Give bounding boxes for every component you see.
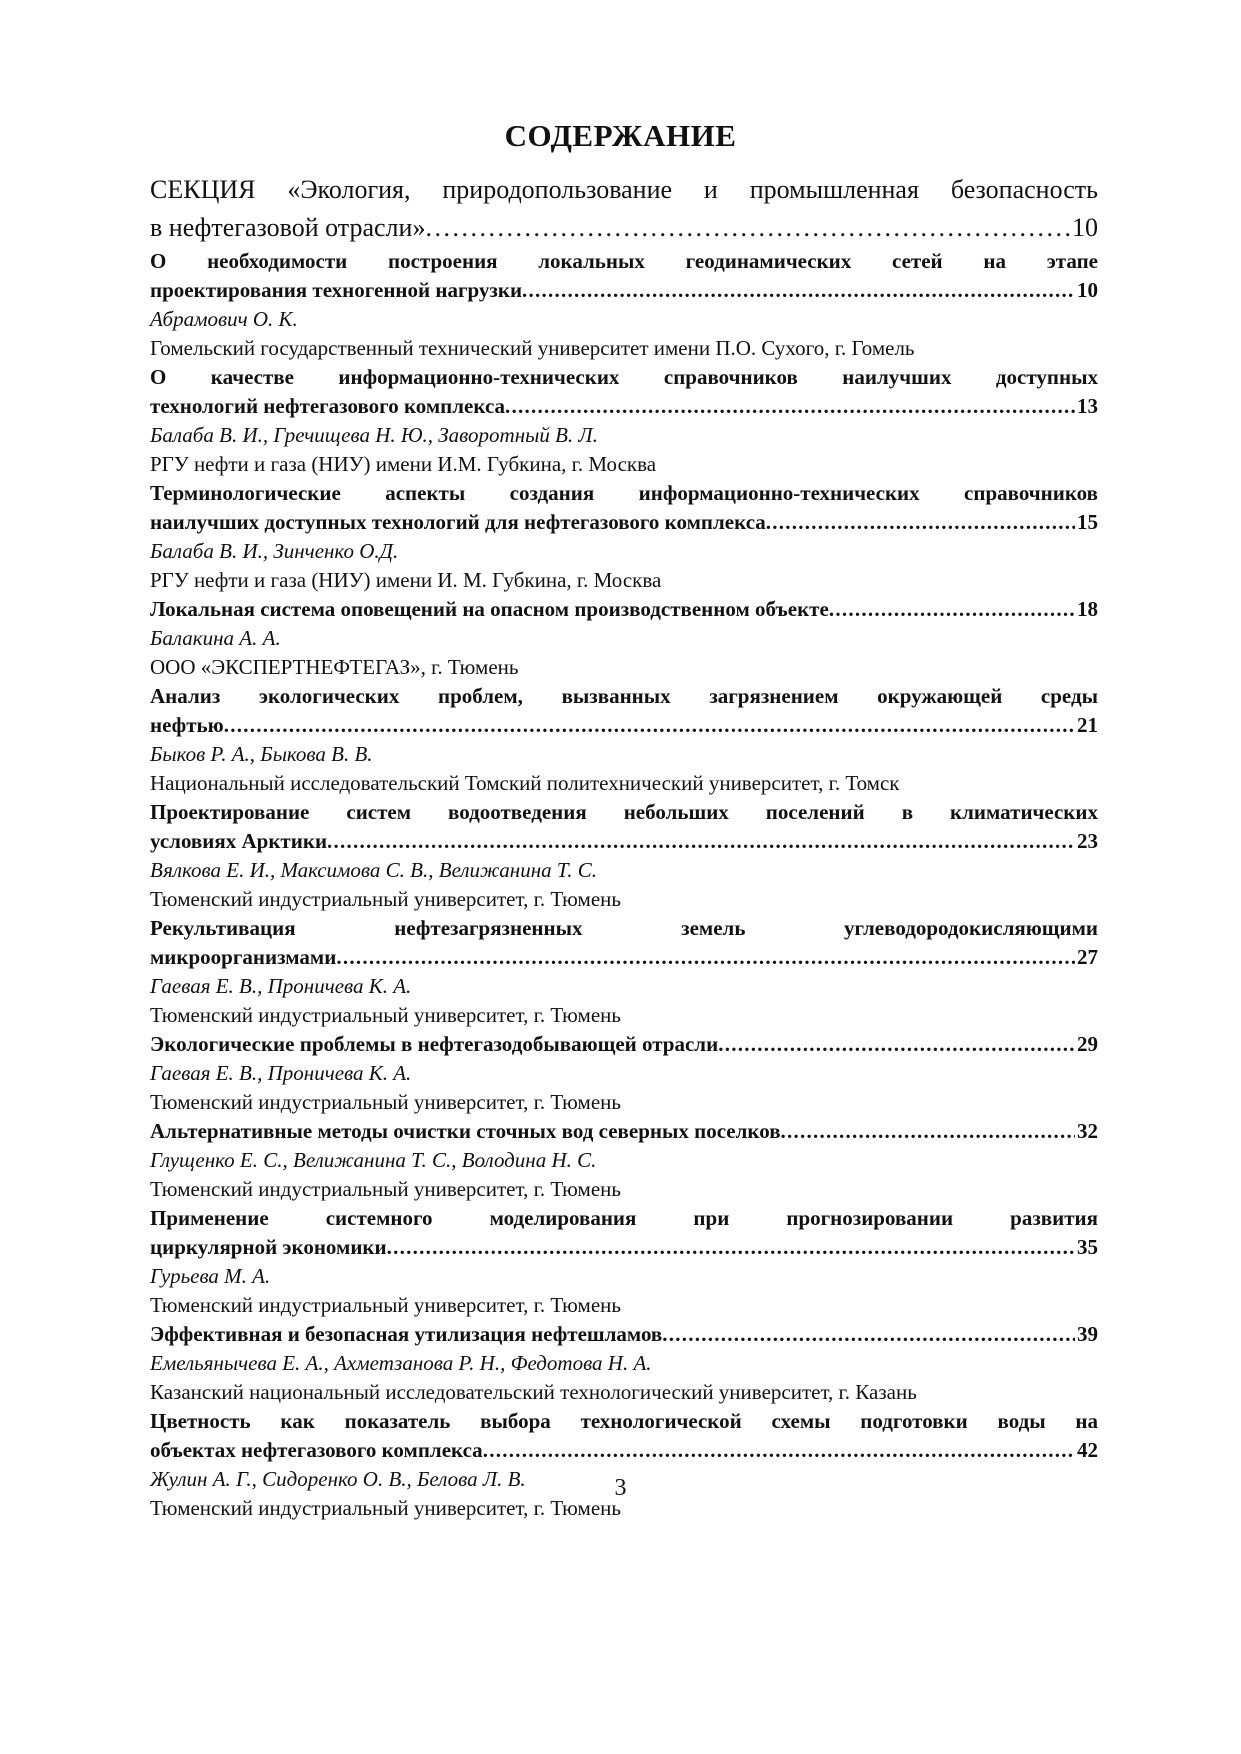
entry-authors: Емельянычева Е. А., Ахметзанова Р. Н., Федотова Н. А. [150,1351,652,1375]
entry-title [150,1204,1098,1262]
entry-title [150,595,1098,624]
entry-title-last-line: Экологические проблемы в нефтегазодобывающей отрасли [150,1032,719,1056]
entry-title-last-line: микроорганизмами [150,945,337,969]
entry-title-line: Применение системного моделирования при прогнозировании развития [150,1206,1098,1230]
section-title-last-line: в нефтегазовой отрасли» [150,213,426,242]
entry-page-number: 23 [1077,829,1098,853]
entry-title-leader-line [150,392,1098,421]
entry-page-number: 39 [1077,1322,1098,1346]
entry-title-leader-line [150,711,1098,740]
entry-affiliation: Тюменский индустриальный университет, г. Тюмень [150,1293,621,1317]
dot-leader [505,392,1075,421]
entry-affiliation: Тюменский индустриальный университет, г. Тюмень [150,1090,621,1114]
dot-leader [224,711,1075,740]
entry-title-line: О качестве информационно-технических справочников наилучших доступных [150,365,1098,389]
entry-title-last-line: Эффективная и безопасная утилизация нефтешламов [150,1322,663,1346]
entry-affiliation: РГУ нефти и газа (НИУ) имени И.М. Губкина, г. Москва [150,452,657,476]
entry-authors: Балакина А. А. [150,626,281,650]
entry-title-last-line: технологий нефтегазового комплекса [150,394,506,418]
entry-title-last-line: Альтернативные методы очистки сточных вод северных поселков [150,1119,781,1143]
entry-affiliation: РГУ нефти и газа (НИУ) имени И. М. Губкина, г. Москва [150,568,662,592]
entry-title-line: Анализ экологических проблем, вызванных загрязнением окружающей среды [150,684,1098,708]
section-page-number: 10 [1072,213,1098,242]
entry-page-number: 32 [1077,1119,1098,1143]
entry-page-number: 35 [1077,1235,1098,1259]
entry-title-last-line: наилучших доступных технологий для нефтегазового комплекса [150,510,766,534]
toc-entry[interactable] [150,1204,1098,1320]
entry-page-number: 13 [1077,394,1098,418]
entry-authors: Гаевая Е. В., Проничева К. А. [150,1061,412,1085]
entry-affiliation: Тюменский индустриальный университет, г. Тюмень [150,1003,621,1027]
dot-leader [425,209,1070,247]
entry-affiliation: Тюменский индустриальный университет, г. Тюмень [150,1496,621,1520]
entry-title-leader-line [150,943,1098,972]
entry-authors: Балаба В. И., Гречищева Н. Ю., Заворотный В. Л. [150,423,598,447]
dot-leader [336,943,1075,972]
entry-page-number: 10 [1077,278,1098,302]
entry-title-line: Терминологические аспекты создания информационно-технических справочников [150,481,1098,505]
entry-page-number: 27 [1077,945,1098,969]
toc-entry[interactable] [150,595,1098,682]
entry-affiliation: ООО «ЭКСПЕРТНЕФТЕГАЗ», г. Тюмень [150,655,519,679]
dot-leader [662,1320,1075,1349]
section-title-leader-line [150,209,1098,247]
entry-authors: Глущенко Е. С., Велижанина Т. С., Володина Н. С. [150,1148,597,1172]
entry-authors: Гурьева М. А. [150,1264,271,1288]
toc-entries [150,247,1098,1523]
entry-title-line: О необходимости построения локальных геодинамических сетей на этапе [150,249,1098,273]
dot-leader [829,595,1075,624]
dot-leader [387,1233,1075,1262]
entry-authors: Гаевая Е. В., Проничева К. А. [150,974,412,998]
entry-title-leader-line [150,1030,1098,1059]
dot-leader [483,1436,1075,1465]
entry-authors: Вялкова Е. И., Максимова С. В., Велижанина Т. С. [150,858,597,882]
entry-title-line: Проектирование систем водоотведения небольших поселений в климатических [150,800,1098,824]
dot-leader [522,276,1075,305]
entry-title [150,682,1098,740]
entry-title-line: Рекультивация нефтезагрязненных земель углеводородокисляющими [150,916,1098,940]
toc-entry[interactable] [150,1117,1098,1204]
entry-title-last-line: объектах нефтегазового комплекса [150,1438,483,1462]
entry-title-last-line: проектирования техногенной нагрузки [150,278,523,302]
entry-affiliation: Тюменский индустриальный университет, г. Тюмень [150,1177,621,1201]
toc-entry[interactable] [150,479,1098,595]
entry-title-last-line: условиях Арктики [150,829,328,853]
entry-title [150,798,1098,856]
entry-affiliation: Национальный исследовательский Томский политехнический университет, г. Томск [150,771,900,795]
entry-title-leader-line [150,595,1098,624]
page-title: СОДЕРЖАНИЕ [504,118,737,153]
entry-affiliation: Тюменский индустриальный университет, г. Тюмень [150,887,621,911]
entry-authors: Быков Р. А., Быкова В. В. [150,742,373,766]
page-number: 3 [614,1475,627,1501]
entry-title [150,363,1098,421]
entry-authors: Абрамович О. К. [150,307,298,331]
entry-title-last-line: нефтью [150,713,224,737]
entry-authors: Жулин А. Г., Сидоренко О. В., Белова Л. В. [150,1467,526,1491]
entry-title-leader-line [150,1436,1098,1465]
toc-entry[interactable] [150,914,1098,1030]
entry-title-leader-line [150,827,1098,856]
entry-title-leader-line [150,1320,1098,1349]
toc-entry[interactable] [150,363,1098,479]
dot-leader [781,1117,1075,1146]
entry-page-number: 42 [1077,1438,1098,1462]
entry-title [150,1407,1098,1465]
dot-leader [327,827,1075,856]
entry-title [150,479,1098,537]
toc-entry[interactable] [150,1407,1098,1523]
entry-authors: Балаба В. И., Зинченко О.Д. [150,539,399,563]
entry-title [150,1030,1098,1059]
entry-page-number: 15 [1077,510,1098,534]
entry-title-last-line: циркулярной экономики [150,1235,387,1259]
dot-leader [718,1030,1075,1059]
section-title-line: СЕКЦИЯ «Экология, природопользование и промышленная безопасность [150,175,1098,204]
entry-title [150,1320,1098,1349]
dot-leader [766,508,1075,537]
entry-affiliation: Казанский национальный исследовательский технологический университет, г. Казань [150,1380,917,1404]
toc-entry[interactable] [150,247,1098,363]
entry-affiliation: Гомельский государственный технический университет имени П.О. Сухого, г. Гомель [150,336,915,360]
entry-title [150,914,1098,972]
entry-title-last-line: Локальная система оповещений на опасном производственном объекте [150,597,829,621]
entry-title-leader-line [150,1233,1098,1262]
entry-page-number: 21 [1077,713,1098,737]
entry-page-number: 18 [1077,597,1098,621]
entry-title [150,247,1098,305]
entry-page-number: 29 [1077,1032,1098,1056]
entry-title [150,1117,1098,1146]
table-of-contents [150,171,1098,1523]
toc-entry[interactable] [150,798,1098,914]
entry-title-line: Цветность как показатель выбора технологической схемы подготовки воды на [150,1409,1098,1433]
toc-section [150,171,1098,247]
entry-title-leader-line [150,276,1098,305]
toc-entry[interactable] [150,1320,1098,1407]
toc-entry[interactable] [150,1030,1098,1117]
entry-title-leader-line [150,1117,1098,1146]
toc-entry[interactable] [150,682,1098,798]
entry-title-leader-line [150,508,1098,537]
